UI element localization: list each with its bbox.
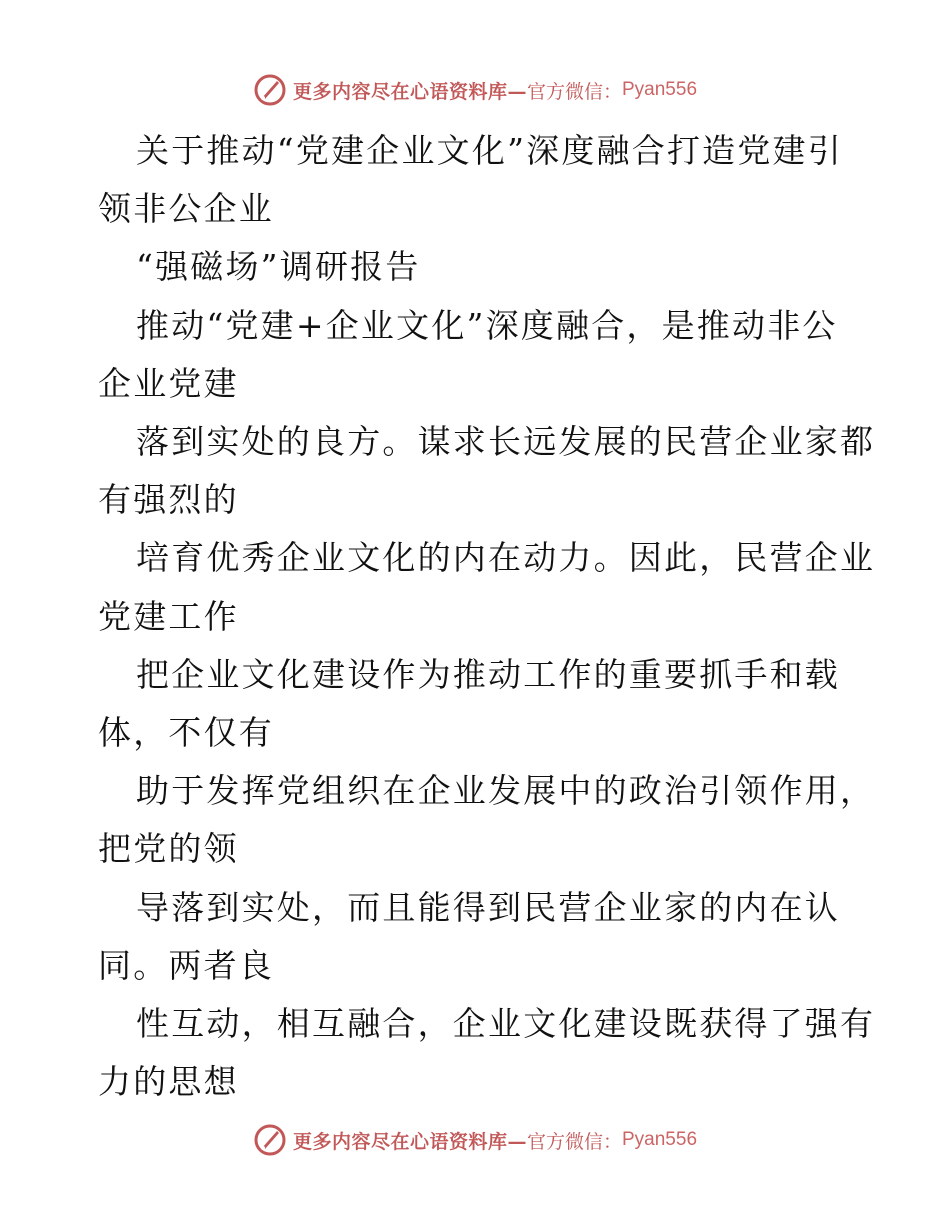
- paragraph-line: 培育优秀企业文化的内在动力。因此，民营企业: [136, 538, 876, 578]
- paragraph-line: 同。两者良: [98, 945, 274, 985]
- paragraph-line: 推动“党建+企业文化”深度融合，是推动非公: [136, 305, 838, 345]
- paragraph-line: 企业党建: [98, 363, 239, 403]
- quill-logo-icon: [253, 73, 287, 107]
- title-line-1: 关于推动“党建企业文化”深度融合打造党建引: [136, 131, 843, 170]
- paragraph-line: 党建工作: [98, 596, 239, 636]
- title-line-2: 领非公企业: [98, 189, 274, 229]
- paragraph-line: 有强烈的: [98, 480, 239, 520]
- document-body: [98, 122, 876, 1111]
- paragraph-line: 力的思想: [98, 1062, 239, 1102]
- wechat-id: Pyan556: [622, 79, 698, 100]
- wechat-label: 官方微信：: [526, 1130, 622, 1153]
- footer-banner: [0, 1120, 950, 1160]
- paragraph-line: 助于发挥党组织在企业发展中的政治引领作用，: [136, 771, 876, 811]
- wechat-label: 官方微信：: [526, 80, 622, 103]
- paragraph-line: 导落到实处，而且能得到民营企业家的内在认: [136, 887, 840, 927]
- subtitle-line: “强磁场”调研报告: [136, 247, 421, 287]
- paragraph-line: 把党的领: [98, 829, 239, 869]
- quill-logo-icon: [253, 1123, 287, 1157]
- wechat-id: Pyan556: [622, 1129, 698, 1150]
- paragraph-line: 把企业文化建设作为推动工作的重要抓手和载: [136, 654, 840, 694]
- banner-text: 更多内容尽在心语资料库—: [292, 80, 527, 103]
- banner-text: 更多内容尽在心语资料库—: [292, 1130, 527, 1153]
- paragraph-line: 性互动，相互融合，企业文化建设既获得了强有: [136, 1004, 876, 1044]
- paragraph-line: 体，不仅有: [98, 713, 274, 753]
- header-banner: [0, 70, 950, 110]
- paragraph-line: 落到实处的良方。谋求长远发展的民营企业家都: [136, 422, 876, 462]
